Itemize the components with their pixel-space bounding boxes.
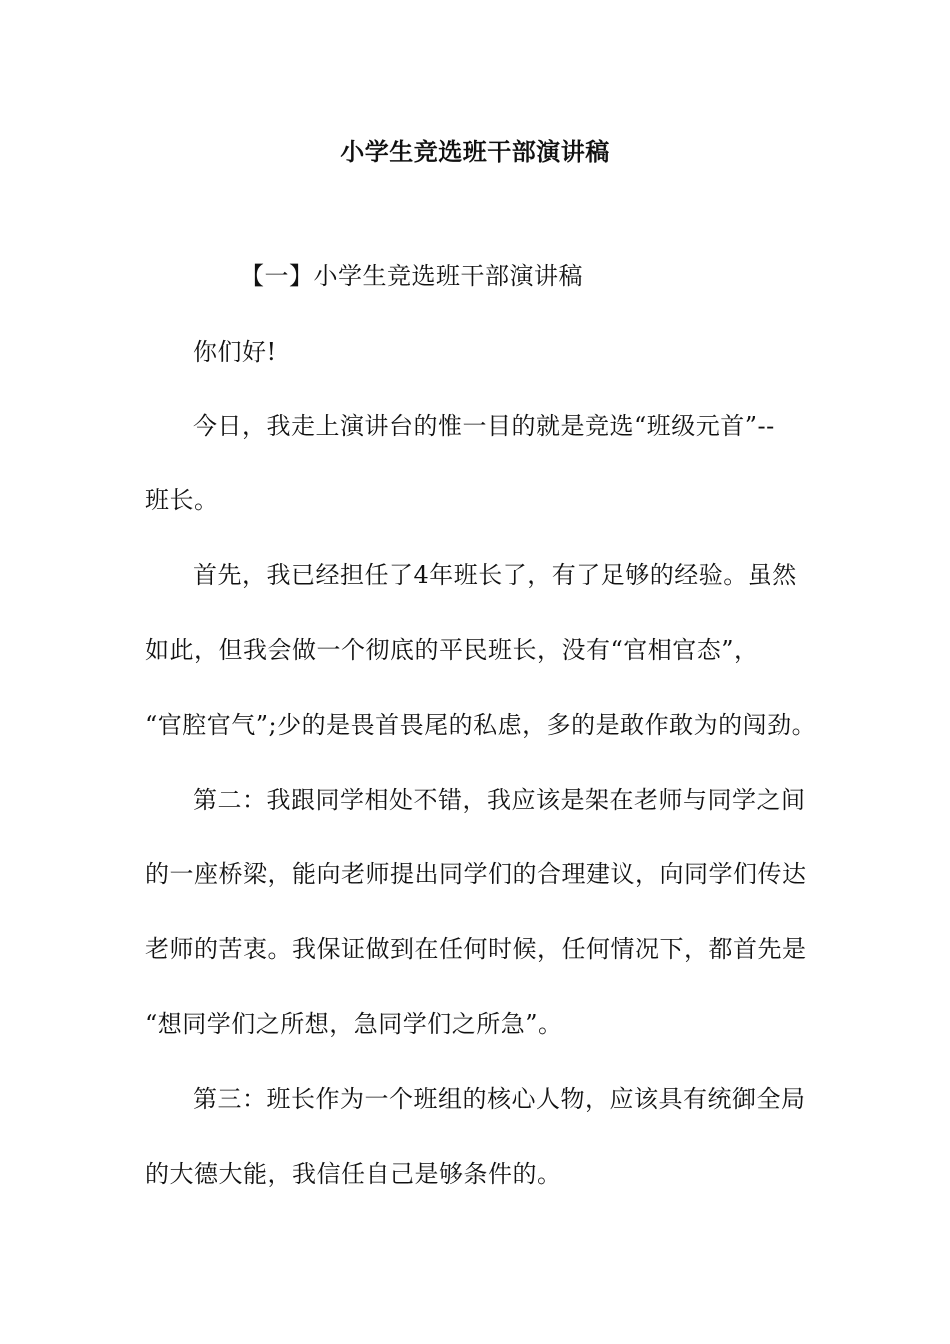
section-heading: 【一】小学生竞选班干部演讲稿 [240, 262, 583, 290]
paragraph-line: “官腔官气”;少的是畏首畏尾的私虑，多的是敢作敢为的闯劲。 [145, 711, 817, 739]
paragraph-line: 的大德大能，我信任自己是够条件的。 [145, 1160, 562, 1188]
paragraph-line: 的一座桥梁，能向老师提出同学们的合理建议，向同学们传达 [145, 860, 807, 888]
paragraph-line: 你们好! [193, 338, 277, 366]
paragraph-line: “想同学们之所想，急同学们之所急”。 [145, 1010, 563, 1038]
paragraph-line: 班长。 [145, 486, 219, 514]
paragraph-line: 首先，我已经担任了4年班长了，有了足够的经验。虽然 [193, 561, 797, 589]
paragraph-line: 第三：班长作为一个班组的核心人物，应该具有统御全局 [193, 1085, 806, 1113]
paragraph-line: 第二：我跟同学相处不错，我应该是架在老师与同学之间 [193, 786, 806, 814]
paragraph-line: 老师的苦衷。我保证做到在任何时候，任何情况下，都首先是 [145, 935, 807, 963]
paragraph-line: 今日，我走上演讲台的惟一目的就是竞选“班级元首”-- [193, 412, 775, 440]
document-title: 小学生竞选班干部演讲稿 [340, 137, 610, 166]
paragraph-line: 如此，但我会做一个彻底的平民班长，没有“官相官态”， [145, 636, 759, 664]
